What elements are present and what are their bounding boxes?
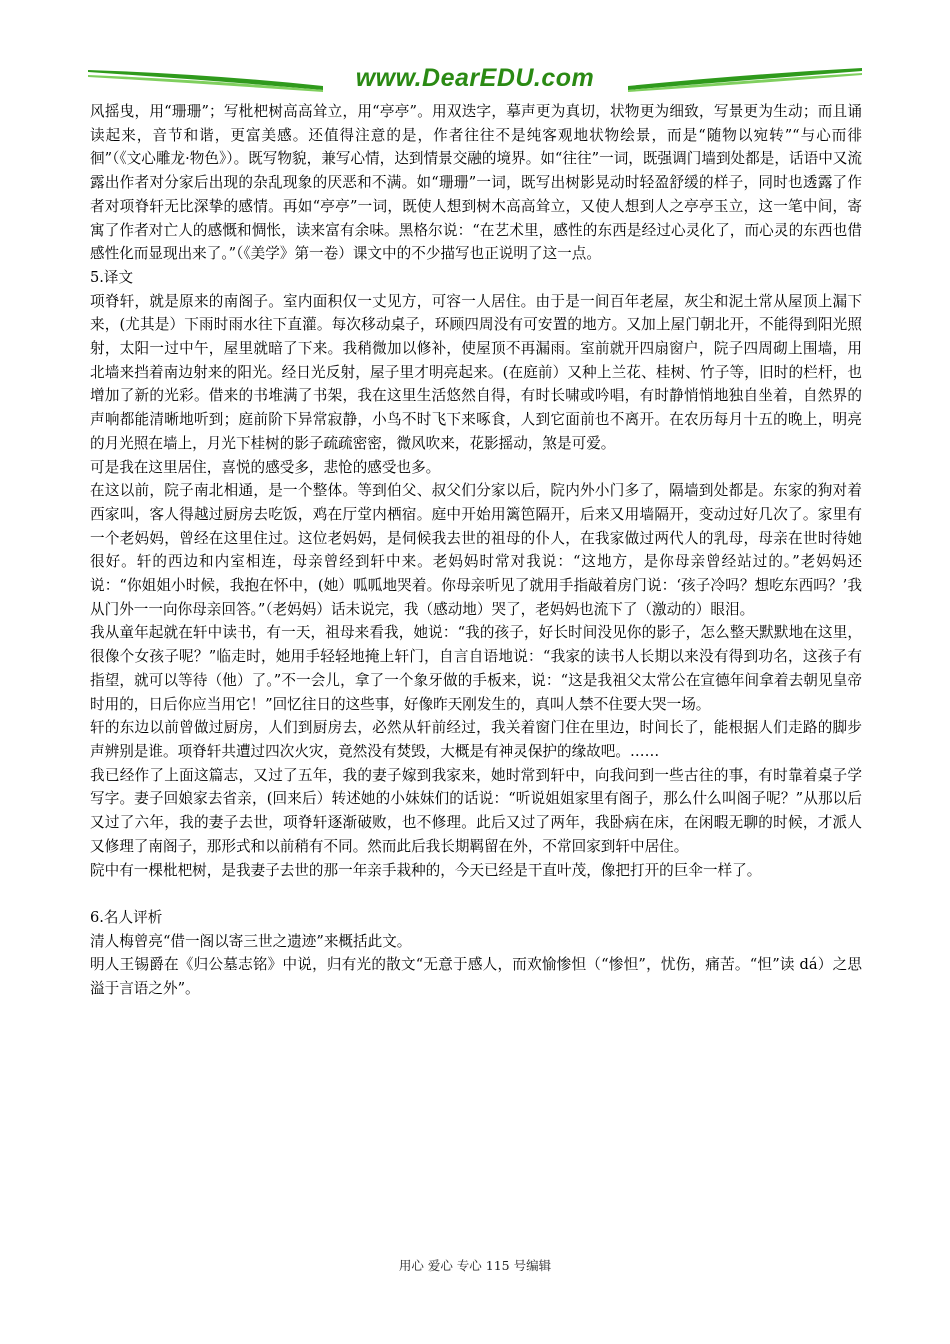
page-footer: 用心 爱心 专心 115 号编辑 [398,1258,552,1273]
paragraph-translation-4: 我从童年起就在轩中读书，有一天，祖母来看我，她说：“我的孩子，好长时间没见你的影子，怎么整天默默地在这里，很像个女孩子呢？”临走时，她用手轻轻地掩上轩门，自言自语地说：“我家的读书人长期以来没有得到功名，这孩子有指望，就可以等待（他）了。”不一会儿，拿了一个象牙做的手板来，说：“这是我祖父太常公在宣德年间拿着去朝见皇帝时用的，日后你应当用它！”回忆往日的这些事，好像昨天刚发生的，真叫人禁不住要大哭一场。 [90,624,862,713]
blank-line [90,882,862,906]
paragraph-translation-5: 轩的东边以前曾做过厨房，人们到厨房去，必然从轩前经过，我关着窗门住在里边，时间长了，能根据人们走路的脚步声辨别是谁。项脊轩共遭过四次火灾，竟然没有焚毁，大概是有神灵保护的缘故吧。…… [90,719,862,760]
paragraph-commentary-1: 清人梅曾亮“借一阁以寄三世之遗迹”来概括此文。 [90,932,412,950]
paragraph-translation-6: 我已经作了上面这篇志，又过了五年，我的妻子嫁到我家来，她时常到轩中，向我问到一些古往的事，有时靠着桌子学写字。妻子回娘家去省亲，(回来后）转述她的小妹妹们的话说：“听说姐姐家里有阁子，那么什么叫阁子呢？”从那以后又过了六年，我的妻子去世，项脊轩逐渐破败，也不修理。此后又过了两年，我卧病在床，在闲暇无聊的时候，才派人又修理了南阁子，那形式和以前稍有不同。然而此后我长期羁留在外，不常回家到轩中居住。 [90,766,862,855]
paragraph-translation-3: 在这以前，院子南北相通，是一个整体。等到伯父、叔父们分家以后，院内外小门多了，隔墙到处都是。东家的狗对着西家叫，客人得越过厨房去吃饭，鸡在厅堂内栖宿。庭中开始用篱笆隔开，后来又用墙隔开，变动过好几次了。家里有一个老妈妈，曾经在这里住过。这位老妈妈，是伺候我去世的祖母的仆人，在我家做过两代人的乳母，母亲在世时待她很好。轩的西边和内室相连，母亲曾经到轩中来。老妈妈时常对我说：“这地方，是你母亲曾经站过的。”老妈妈还说：“你姐姐小时候，我抱在怀中，(她）呱呱地哭着。你母亲听见了就用手指敲着房门说：‘孩子冷吗？想吃东西吗？’我从门外一一向你母亲回答。”（老妈妈）话未说完，我（感动地）哭了，老妈妈也流下了（激动的）眼泪。 [90,482,862,618]
page-header [88,62,862,98]
paragraph-commentary-2: 明人王锡爵在《归公墓志铭》中说，归有光的散文“无意于感人，而欢愉惨怛（“惨怛”，忧伤，痛苦。“怛”读 dá）之思溢于言语之外”。 [90,956,862,997]
site-brand-logo: www.DearEDU.com [355,64,595,92]
paragraph-analysis: 风摇曳，用“珊珊”；写枇杷树高高耸立，用“亭亭”。用双迭字，摹声更为真切，状物更为细致，写景更为生动；而且诵读起来，音节和谐，更富美感。还值得注意的是，作者往往不是纯客观地状物绘景，而是“随物以宛转”“与心而徘徊”（《文心雕龙·物色》）。既写物貌，兼写心情，达到情景交融的境界。如“往往”一词，既强调门墙到处都是，话语中又流露出作者对分家后出现的杂乱现象的厌恶和不满。如“珊珊”一词，既写出树影晃动时轻盈舒缓的样子，同时也透露了作者对项脊轩无比深挚的感情。再如“亭亭”一词，既使人想到树木高高耸立，又使人想到人之亭亭玉立，这一笔中间，寄寓了作者对亡人的感慨和惆怅，读来富有余味。黑格尔说：“在艺术里，感性的东西是经过心灵化了，而心灵的东西也借感性化而显现出来了。”（《美学》第一卷）课文中的不少描写也正说明了这一点。 [90,103,862,263]
paragraph-translation-7: 院中有一棵枇杷树，是我妻子去世的那一年亲手栽种的，今天已经是干直叶茂，像把打开的巨伞一样了。 [90,861,762,879]
paragraph-translation-2: 可是我在这里居住，喜悦的感受多，悲怆的感受也多。 [90,458,441,476]
section-heading-translation: 5.译文 [90,268,134,286]
section-heading-commentary: 6.名人评析 [90,908,163,926]
paragraph-translation-1: 项脊轩，就是原来的南阁子。室内面积仅一丈见方，可容一人居住。由于是一间百年老屋，灰尘和泥土常从屋顶上漏下来，(尤其是）下雨时雨水往下直灌。每次移动桌子，环顾四周没有可安置的地方。又加上屋门朝北开，不能得到阳光照射，太阳一过中午，屋里就暗了下来。我稍微加以修补，使屋顶不再漏雨。室前就开四扇窗户，院子四周砌上围墙，用北墙来挡着南边射来的阳光。经日光反射，屋子里才明亮起来。(在庭前）又种上兰花、桂树、竹子等，旧时的栏杆，也增加了新的光彩。借来的书堆满了书架，我在这里生活悠然自得，有时长啸或吟唱，有时静悄悄地独自坐着，自然界的声响都能清晰地听到；庭前阶下异常寂静，小鸟不时飞下来啄食，人到它面前也不离开。在农历每月十五的晚上，明亮的月光照在墙上，月光下桂树的影子疏疏密密，微风吹来，花影摇动，煞是可爱。 [90,292,862,452]
article-body [90,100,862,1001]
